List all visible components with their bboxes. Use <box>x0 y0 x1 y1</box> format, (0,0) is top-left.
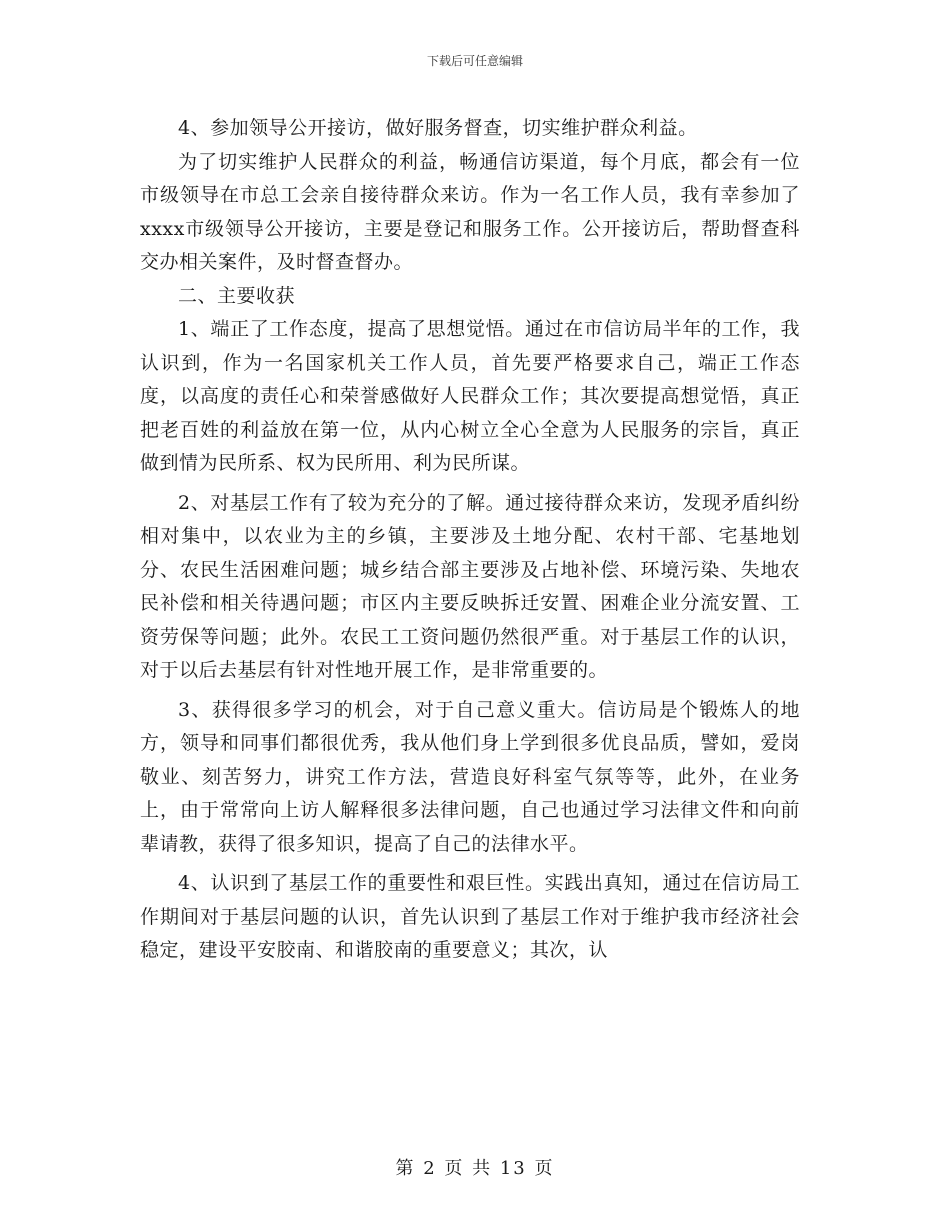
section-heading-main-gains: 二、主要收获 <box>178 284 296 307</box>
paragraph-gain-2: 2、对基层工作有了较为充分的了解。通过接待群众来访，发现矛盾纠纷相对集中，以农业为主的乡镇，主要涉及土地分配、农村干部、宅基地划分、农民生活困难问题；城乡结合部主要涉及占地补偿、环境污染、失地农民补偿和相关待遇问题；市区内主要反映拆迁安置、困难企业分流安置、工资劳保等问题；此外。农民工工资问题仍然很严重。对于基层工作的认识，对于以后去基层有针对性地开展工作，是非常重要的。 <box>140 491 800 681</box>
page-header: 下载后可任意编辑 <box>426 54 523 68</box>
paragraph-item-4-reception: 4、参加领导公开接访，做好服务督查，切实维护群众利益。 <box>178 117 698 139</box>
page-footer: 第 2 页 共 13 页 <box>395 1158 555 1179</box>
paragraph-gain-1: 1、端正了工作态度，提高了思想觉悟。通过在市信访局半年的工作，我认识到，作为一名国家机关工作人员，首先要严格要求自己，端正工作态度，以高度的责任心和荣誉感做好人民群众工作；其次要提高想觉悟，真正把老百姓的利益放在第一位，从内心树立全心全意为人民服务的宗旨，真正做到情为民所系、权为民所用、利为民所谋。 <box>140 318 800 474</box>
paragraph-public-reception: 为了切实维护人民群众的利益，畅通信访渠道，每个月底，都会有一位市级领导在市总工会亲自接待群众来访。作为一名工作人员，我有幸参加了xxxx市级领导公开接访，主要是登记和服务工作。公开接访后，帮助督查科交办相关案件，及时督查督办。 <box>140 150 800 273</box>
paragraph-gain-3: 3、获得很多学习的机会，对于自己意义重大。信访局是个锻炼人的地方，领导和同事们都很优秀，我从他们身上学到很多优良品质，譬如，爱岗敬业、刻苦努力，讲究工作方法，营造良好科室气氛等等，此外，在业务上，由于常常向上访人解释很多法律问题，自己也通过学习法律文件和向前辈请教，获得了很多知识，提高了自己的法律水平。 <box>140 698 800 855</box>
document-body <box>140 112 800 968</box>
paragraph-gain-4: 4、认识到了基层工作的重要性和艰巨性。实践出真知，通过在信访局工作期间对于基层问题的认识，首先认识到了基层工作对于维护我市经济社会稳定，建设平安胶南、和谐胶南的重要意义；其次，认 <box>140 872 800 961</box>
